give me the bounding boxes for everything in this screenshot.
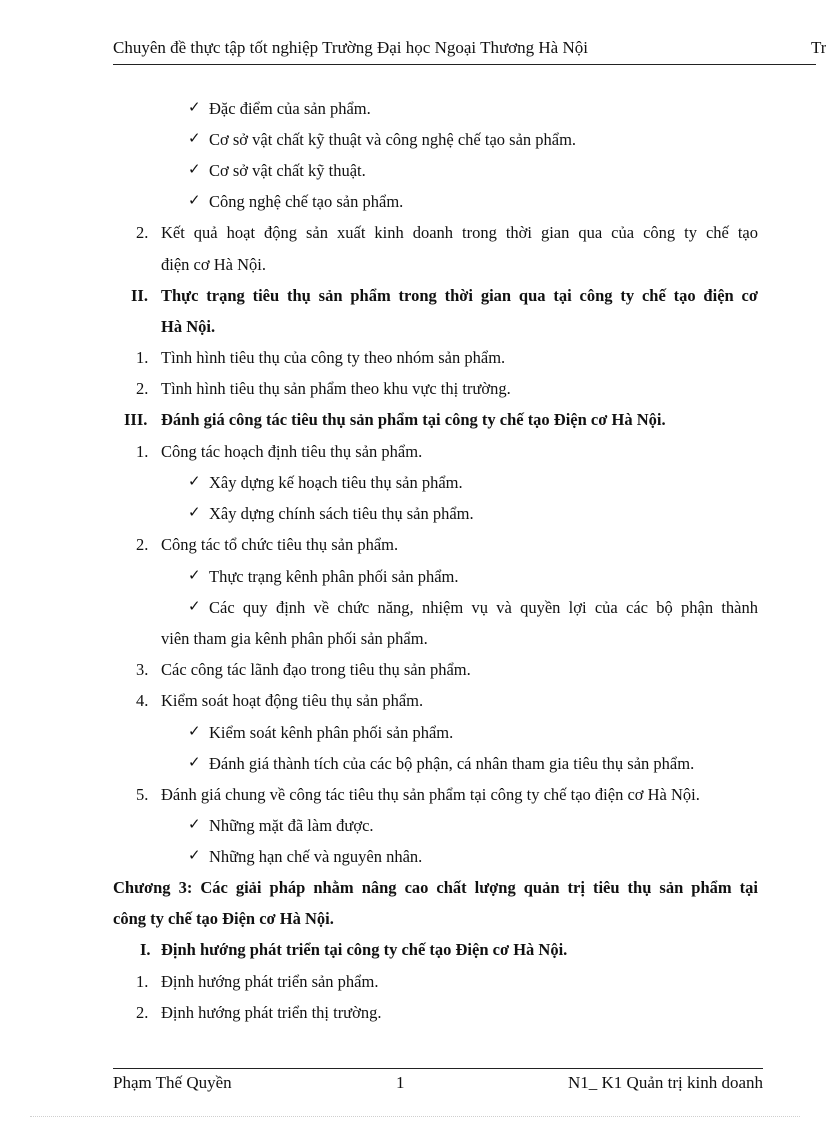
toc-number: 2. xyxy=(136,535,149,554)
footer-author: Phạm Thế Quyền xyxy=(113,1073,232,1092)
toc-entry: Các công tác lãnh đạo trong tiêu thụ sản phẩm. xyxy=(161,660,471,679)
header-title: Chuyên đề thực tập tốt nghiệp Trường Đại học Ngoại Thương Hà Nội xyxy=(113,38,588,57)
toc-entry: Tình hình tiêu thụ sản phẩm theo khu vực thị trường. xyxy=(161,379,511,398)
page-footer xyxy=(113,1068,763,1095)
toc-number: 2. xyxy=(136,379,149,398)
checkmark-icon: ✓ xyxy=(188,162,201,178)
toc-number: II. xyxy=(131,286,148,305)
checkmark-icon: ✓ xyxy=(188,599,201,615)
page-bottom-divider xyxy=(30,1116,800,1117)
toc-entry: Các quy định về chức năng, nhiệm vụ và quyền lợi của các bộ phận thành xyxy=(209,598,758,617)
toc-entry: Tình hình tiêu thụ của công ty theo nhóm sản phẩm. xyxy=(161,348,506,367)
toc-entry: Cơ sở vật chất kỹ thuật. xyxy=(209,161,366,180)
toc-entry: Những mặt đã làm được. xyxy=(209,816,374,835)
toc-section-heading-continued: Hà Nội. xyxy=(161,317,216,336)
toc-number: 1. xyxy=(136,972,149,991)
toc-entry: Xây dựng chính sách tiêu thụ sản phẩm. xyxy=(209,504,474,523)
toc-entry-continued: điện cơ Hà Nội. xyxy=(161,255,266,274)
toc-section-heading: Đánh giá công tác tiêu thụ sản phẩm tại công ty chế tạo Điện cơ Hà Nội. xyxy=(161,410,666,429)
toc-entry: Công tác tổ chức tiêu thụ sản phẩm. xyxy=(161,535,399,554)
toc-entry: Cơ sở vật chất kỹ thuật và công nghệ chế tạo sản phẩm. xyxy=(209,130,577,149)
toc-entry: Đặc điểm của sản phẩm. xyxy=(209,99,371,118)
footer-page-number: 1 xyxy=(396,1073,405,1092)
checkmark-icon: ✓ xyxy=(188,755,201,771)
toc-number: 4. xyxy=(136,691,149,710)
toc-entry: Kiểm soát hoạt động tiêu thụ sản phẩm. xyxy=(161,691,424,710)
toc-chapter-heading-continued: công ty chế tạo Điện cơ Hà Nội. xyxy=(113,909,334,928)
toc-entry-continued: viên tham gia kênh phân phối sản phẩm. xyxy=(161,629,428,648)
toc-number: 5. xyxy=(136,785,149,804)
toc-entry: Định hướng phát triển thị trường. xyxy=(161,1003,382,1022)
toc-entry: Kiểm soát kênh phân phối sản phẩm. xyxy=(209,723,454,742)
checkmark-icon: ✓ xyxy=(188,100,201,116)
toc-entry: Công nghệ chế tạo sản phẩm. xyxy=(209,192,404,211)
checkmark-icon: ✓ xyxy=(188,131,201,147)
toc-number: 1. xyxy=(136,442,149,461)
toc-entry: Thực trạng kênh phân phối sản phẩm. xyxy=(209,567,459,586)
toc-number: I. xyxy=(140,940,151,959)
toc-section-heading: Định hướng phát triển tại công ty chế tạo Điện cơ Hà Nội. xyxy=(161,940,568,959)
toc-entry: Kết quả hoạt động sản xuất kinh doanh trong thời gian qua của công ty chế tạo xyxy=(161,223,758,242)
toc-number: 3. xyxy=(136,660,149,679)
toc-number: III. xyxy=(124,410,148,429)
header-continuation: Tr xyxy=(811,38,826,57)
checkmark-icon: ✓ xyxy=(188,848,201,864)
toc-chapter-heading: Chương 3: Các giải pháp nhằm nâng cao chất lượng quản trị tiêu thụ sản phẩm tại xyxy=(113,878,758,897)
toc-number: 2. xyxy=(136,1003,149,1022)
toc-number: 1. xyxy=(136,348,149,367)
checkmark-icon: ✓ xyxy=(188,817,201,833)
toc-section-heading: Thực trạng tiêu thụ sản phẩm trong thời gian qua tại công ty chế tạo điện cơ xyxy=(161,286,758,305)
page-header xyxy=(113,38,826,65)
toc-entry: Xây dựng kế hoạch tiêu thụ sản phẩm. xyxy=(209,473,463,492)
checkmark-icon: ✓ xyxy=(188,193,201,209)
toc-entry: Đánh giá chung về công tác tiêu thụ sản phẩm tại công ty chế tạo điện cơ Hà Nội. xyxy=(161,785,700,804)
toc-entry: Công tác hoạch định tiêu thụ sản phẩm. xyxy=(161,442,423,461)
toc-entry: Định hướng phát triển sản phẩm. xyxy=(161,972,379,991)
footer-class: N1_ K1 Quản trị kinh doanh xyxy=(567,1073,763,1092)
checkmark-icon: ✓ xyxy=(188,505,201,521)
checkmark-icon: ✓ xyxy=(188,724,201,740)
toc-number: 2. xyxy=(136,223,149,242)
checkmark-icon: ✓ xyxy=(188,474,201,490)
checkmark-icon: ✓ xyxy=(188,568,201,584)
toc-entry: Đánh giá thành tích của các bộ phận, cá nhân tham gia tiêu thụ sản phẩm. xyxy=(209,754,695,773)
toc-entry: Những hạn chế và nguyên nhân. xyxy=(209,847,423,866)
